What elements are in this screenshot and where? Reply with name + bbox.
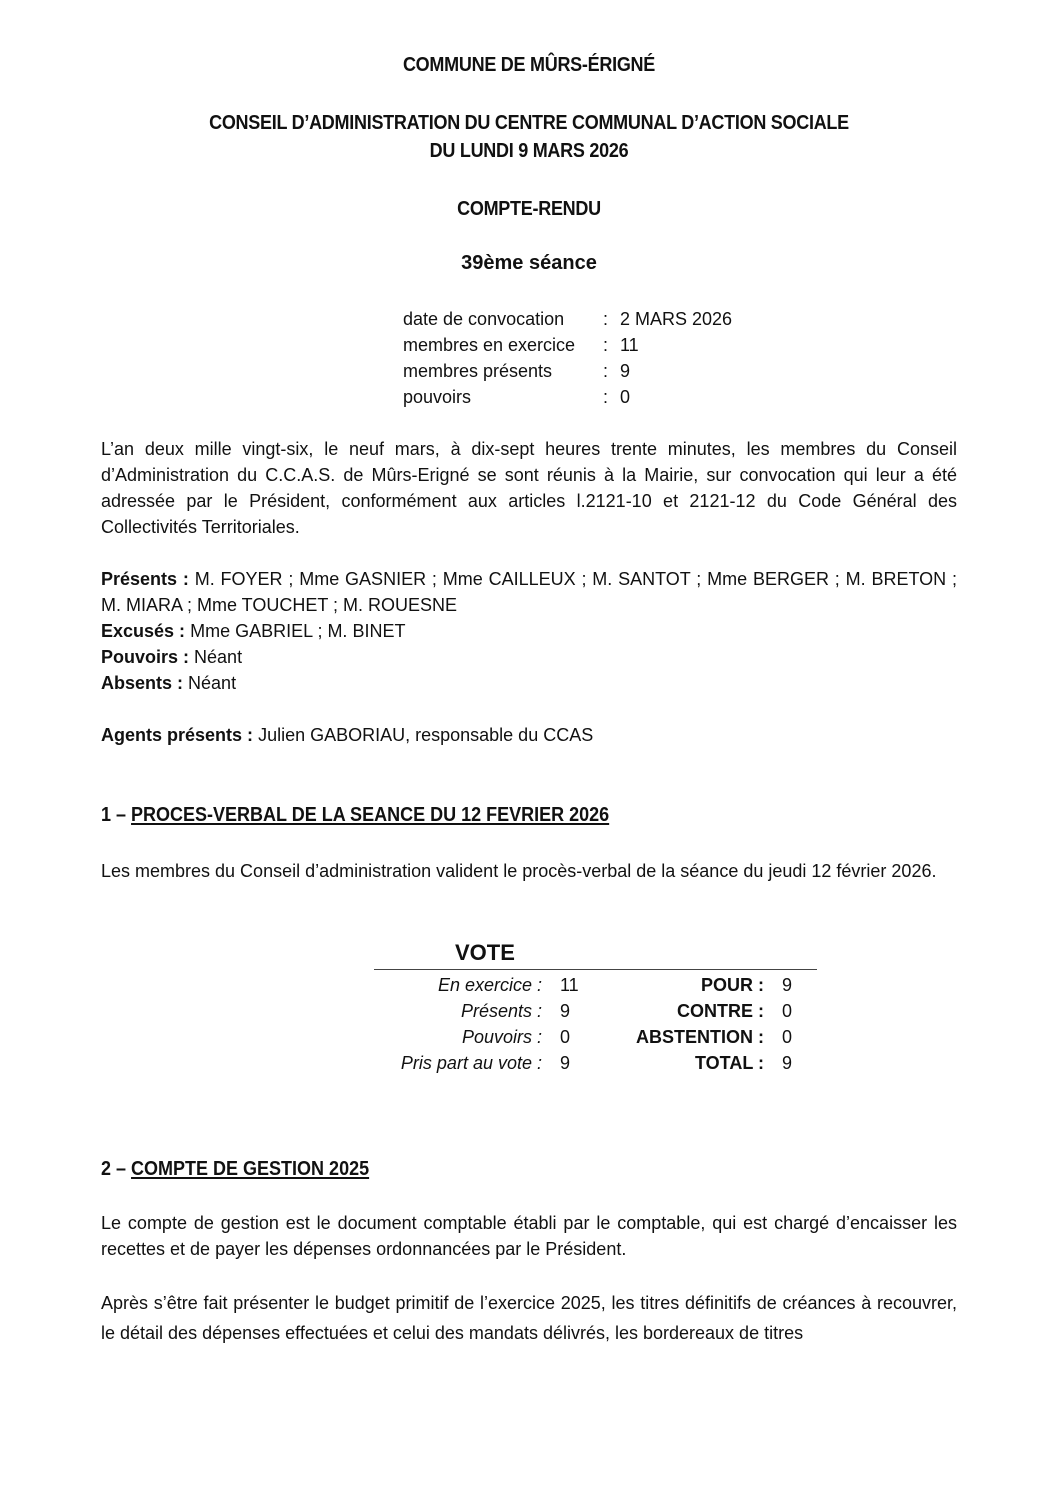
pouvoirs-label: Pouvoirs : [101,647,190,667]
convocation-details [403,306,732,410]
agents-line [101,722,957,748]
vote-result-value: 0 [782,1027,793,1047]
meta-row [403,384,732,410]
meta-value: 9 [620,361,631,381]
section2-heading [101,1158,369,1181]
section1-heading [101,804,609,827]
meta-row [403,358,732,384]
section1-title: PROCES-VERBAL DE LA SEANCE DU 12 FEVRIER 2026 [131,804,610,826]
vote-label: En exercice : [437,975,542,995]
excuses-line [101,618,957,644]
section2-paragraph2: Après s’être fait présenter le budget primitif de l’exercice 2025, les titres définitifs de créances à recouvrer, le détail des dépenses effectuées et celui des mandats délivrés, les bordereaux de titres [101,1293,957,1343]
meta-label: date de convocation [403,309,565,329]
absents-value: Néant [188,673,237,693]
excuses-list: Mme GABRIEL ; M. BINET [190,621,406,641]
agents-label: Agents présents : [101,725,254,745]
meta-separator: : [603,387,609,407]
vote-label: Pouvoirs : [461,1027,542,1047]
section2-title: COMPTE DE GESTION 2025 [131,1158,370,1180]
vote-value: 9 [560,1001,571,1021]
meta-separator: : [603,335,609,355]
vote-label: Pris part au vote : [400,1053,542,1073]
section1-body: Les membres du Conseil d’administration valident le procès-verbal de la séance du jeudi 12 février 2026. [101,861,937,881]
presents-list: M. FOYER ; Mme GASNIER ; Mme CAILLEUX ; M. SANTOT ; Mme BERGER ; M. BRETON ; M. MIARA ; Mme TOUCHET ; M. ROUESNE [101,569,957,615]
vote-value: 0 [560,1027,571,1047]
vote-table [374,972,792,1076]
vote-value: 11 [560,975,579,995]
presents-label: Présents : [101,569,189,589]
vote-result-label: ABSTENTION : [636,1027,764,1047]
vote-label: Présents : [460,1001,542,1021]
vote-row [374,998,792,1024]
vote-title: VOTE [455,940,515,965]
compte-rendu-heading: COMPTE-RENDU [457,198,601,220]
conseil-heading-line2: DU LUNDI 9 MARS 2026 [429,140,629,162]
vote-divider [374,969,817,970]
vote-result-value: 9 [782,975,793,995]
pouvoirs-value: Néant [194,647,243,667]
vote-result-value: 0 [782,1001,793,1021]
excuses-label: Excusés : [101,621,186,641]
commune-heading: COMMUNE DE MÛRS-ÉRIGNÉ [402,54,656,76]
conseil-heading-line1: CONSEIL D’ADMINISTRATION DU CENTRE COMMUNAL D’ACTION SOCIALE [209,112,849,134]
section2-number: 2 – [101,1158,127,1180]
absents-line [101,670,957,696]
meta-row [403,306,732,332]
meta-row [403,332,732,358]
meta-value: 0 [620,387,631,407]
vote-result-value: 9 [782,1053,793,1073]
pouvoirs-line [101,644,957,670]
vote-result-label: CONTRE : [677,1001,764,1021]
meta-label: membres en exercice [403,335,576,355]
meta-separator: : [603,309,609,329]
vote-row [374,1024,792,1050]
intro-paragraph: L’an deux mille vingt-six, le neuf mars, à dix-sept heures trente minutes, les membres du Conseil d’Administration du C.C.A.S. de Mûrs-Erigné se sont réunis à la Mairie, sur convocation qui leur a été adressée par le Président, conformément aux articles l.2121-10 et 2121-12 du Code Général des Collectivités Territoriales. [101,439,957,537]
presents-paragraph [101,566,957,618]
meta-label: pouvoirs [403,387,472,407]
vote-result-label: TOTAL : [695,1053,764,1073]
absents-label: Absents : [101,673,184,693]
meta-value: 11 [620,335,639,355]
vote-value: 9 [560,1053,571,1073]
meta-label: membres présents [403,361,553,381]
seance-number: 39ème séance [461,252,597,274]
section1-number: 1 – [101,804,127,826]
agents-value: Julien GABORIAU, responsable du CCAS [258,725,594,745]
meta-value: 2 MARS 2026 [620,309,733,329]
vote-row [374,972,792,998]
section2-paragraph1: Le compte de gestion est le document comptable établi par le comptable, qui est chargé d’encaisser les recettes et de payer les dépenses ordonnancées par le Président. [101,1213,957,1259]
vote-row [374,1050,792,1076]
vote-result-label: POUR : [701,975,764,995]
meta-separator: : [603,361,609,381]
